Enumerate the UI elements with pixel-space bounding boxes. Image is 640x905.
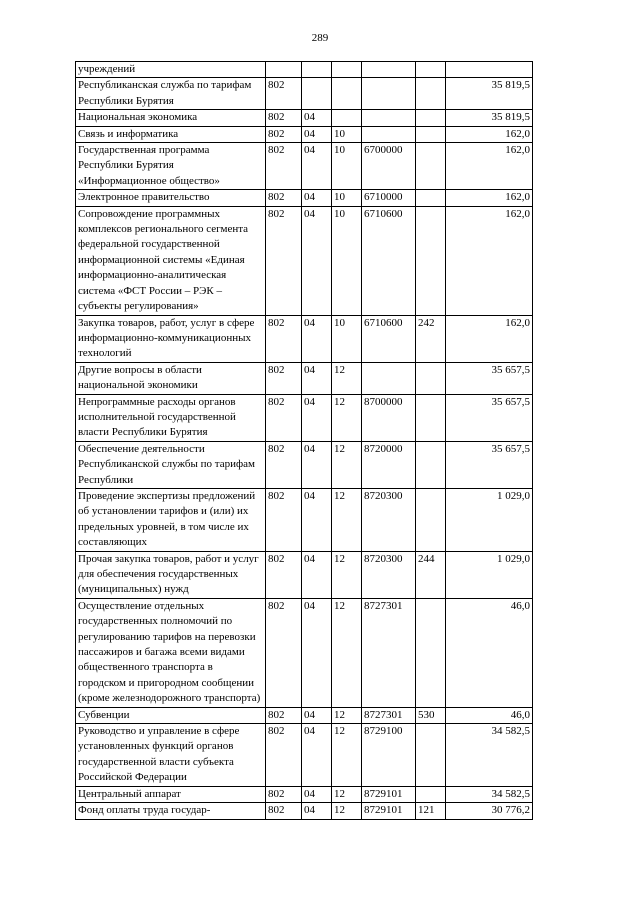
row-type: 242 <box>416 315 446 362</box>
table-row <box>76 598 533 707</box>
row-subsection <box>332 62 362 78</box>
row-section: 04 <box>302 803 332 819</box>
row-code: 802 <box>266 110 302 126</box>
row-section: 04 <box>302 143 332 190</box>
table-row <box>76 206 533 315</box>
row-type <box>416 206 446 315</box>
row-article: 8729101 <box>362 803 416 819</box>
table-row <box>76 126 533 142</box>
row-section: 04 <box>302 206 332 315</box>
row-section: 04 <box>302 786 332 802</box>
row-code: 802 <box>266 190 302 206</box>
row-code <box>266 62 302 78</box>
row-name: Прочая закупка товаров, работ и услуг для обеспечения государственных (муниципальных) нужд <box>76 551 266 598</box>
table-row <box>76 441 533 488</box>
row-name: Закупка товаров, работ, услуг в сфере информационно-коммуникационных технологий <box>76 315 266 362</box>
table-row <box>76 190 533 206</box>
row-type <box>416 78 446 110</box>
row-article <box>362 78 416 110</box>
table-row <box>76 362 533 394</box>
row-code: 802 <box>266 143 302 190</box>
row-subsection: 10 <box>332 315 362 362</box>
budget-table-body <box>76 62 533 820</box>
table-row <box>76 786 533 802</box>
row-section: 04 <box>302 598 332 707</box>
row-section: 04 <box>302 707 332 723</box>
row-code: 802 <box>266 803 302 819</box>
row-subsection: 12 <box>332 488 362 551</box>
table-row <box>76 315 533 362</box>
row-article: 6700000 <box>362 143 416 190</box>
row-subsection: 12 <box>332 598 362 707</box>
row-sum: 34 582,5 <box>446 786 533 802</box>
row-subsection: 12 <box>332 803 362 819</box>
table-row <box>76 724 533 787</box>
row-section: 04 <box>302 441 332 488</box>
row-article: 6710000 <box>362 190 416 206</box>
row-name: Фонд оплаты труда государ- <box>76 803 266 819</box>
row-section: 04 <box>302 190 332 206</box>
row-name: Проведение экспертизы предложений об установлении тарифов и (или) их предельных уровней, в том числе их составляющих <box>76 488 266 551</box>
row-subsection <box>332 110 362 126</box>
row-sum: 162,0 <box>446 190 533 206</box>
row-sum: 162,0 <box>446 315 533 362</box>
row-section: 04 <box>302 488 332 551</box>
row-subsection: 12 <box>332 707 362 723</box>
row-subsection: 12 <box>332 362 362 394</box>
row-type <box>416 362 446 394</box>
row-sum: 46,0 <box>446 598 533 707</box>
row-subsection: 10 <box>332 143 362 190</box>
row-section <box>302 78 332 110</box>
table-row <box>76 62 533 78</box>
table-row <box>76 110 533 126</box>
row-sum: 34 582,5 <box>446 724 533 787</box>
row-name: учреждений <box>76 62 266 78</box>
row-sum: 162,0 <box>446 143 533 190</box>
row-type <box>416 724 446 787</box>
row-article: 8720300 <box>362 488 416 551</box>
row-section: 04 <box>302 551 332 598</box>
row-subsection: 12 <box>332 394 362 441</box>
row-code: 802 <box>266 598 302 707</box>
row-code: 802 <box>266 551 302 598</box>
row-article: 8720000 <box>362 441 416 488</box>
row-sum: 30 776,2 <box>446 803 533 819</box>
row-name: Национальная экономика <box>76 110 266 126</box>
table-row <box>76 707 533 723</box>
row-name: Непрограммные расходы органов исполнительной государственной власти Республики Бурятия <box>76 394 266 441</box>
row-sum: 35 657,5 <box>446 362 533 394</box>
row-name: Электронное правительство <box>76 190 266 206</box>
row-type <box>416 143 446 190</box>
row-sum: 35 657,5 <box>446 441 533 488</box>
row-name: Государственная программа Республики Бурятия «Информационное общество» <box>76 143 266 190</box>
row-subsection: 10 <box>332 190 362 206</box>
row-section: 04 <box>302 315 332 362</box>
row-name: Центральный аппарат <box>76 786 266 802</box>
row-subsection: 10 <box>332 206 362 315</box>
row-section: 04 <box>302 394 332 441</box>
row-sum: 35 819,5 <box>446 110 533 126</box>
row-article: 8729100 <box>362 724 416 787</box>
row-subsection: 12 <box>332 786 362 802</box>
row-article: 8727301 <box>362 598 416 707</box>
row-sum: 35 819,5 <box>446 78 533 110</box>
row-type <box>416 126 446 142</box>
table-row <box>76 488 533 551</box>
table-row <box>76 143 533 190</box>
row-sum: 46,0 <box>446 707 533 723</box>
row-type <box>416 110 446 126</box>
table-row <box>76 394 533 441</box>
row-code: 802 <box>266 707 302 723</box>
row-subsection <box>332 78 362 110</box>
row-sum: 162,0 <box>446 126 533 142</box>
row-code: 802 <box>266 126 302 142</box>
row-code: 802 <box>266 206 302 315</box>
row-section: 04 <box>302 110 332 126</box>
row-sum: 1 029,0 <box>446 488 533 551</box>
row-sum: 35 657,5 <box>446 394 533 441</box>
row-subsection: 12 <box>332 551 362 598</box>
table-row <box>76 78 533 110</box>
row-name: Осуществление отдельных государственных полномочий по регулированию тарифов на перевозки пассажиров и багажа всеми видами общественного транспорта в городском и пригородном сообщении (кроме железнодорожного транспорта) <box>76 598 266 707</box>
row-type <box>416 394 446 441</box>
budget-table <box>75 61 533 820</box>
row-subsection: 12 <box>332 441 362 488</box>
row-subsection: 12 <box>332 724 362 787</box>
row-type <box>416 441 446 488</box>
row-name: Другие вопросы в области национальной экономики <box>76 362 266 394</box>
row-code: 802 <box>266 724 302 787</box>
table-row <box>76 803 533 819</box>
row-name: Связь и информатика <box>76 126 266 142</box>
row-name: Республиканская служба по тарифам Республики Бурятия <box>76 78 266 110</box>
row-name: Обеспечение деятельности Республиканской службы по тарифам Республики <box>76 441 266 488</box>
row-name: Руководство и управление в сфере установленных функций органов государственной власти субъекта Российской Федерации <box>76 724 266 787</box>
table-row <box>76 551 533 598</box>
page-number: 289 <box>311 32 329 44</box>
row-type <box>416 62 446 78</box>
row-type <box>416 598 446 707</box>
row-article: 6710600 <box>362 206 416 315</box>
row-subsection: 10 <box>332 126 362 142</box>
row-type <box>416 786 446 802</box>
row-code: 802 <box>266 441 302 488</box>
row-article: 6710600 <box>362 315 416 362</box>
row-code: 802 <box>266 394 302 441</box>
row-code: 802 <box>266 78 302 110</box>
row-article <box>362 110 416 126</box>
row-name: Субвенции <box>76 707 266 723</box>
row-name: Сопровождение программных комплексов регионального сегмента федеральной государственной информационной системы «Единая информационно-аналитическая система «ФСТ России – РЭК – субъекты регулирования» <box>76 206 266 315</box>
row-article: 8720300 <box>362 551 416 598</box>
row-section: 04 <box>302 724 332 787</box>
row-sum: 162,0 <box>446 206 533 315</box>
row-code: 802 <box>266 315 302 362</box>
row-type <box>416 190 446 206</box>
row-type: 530 <box>416 707 446 723</box>
row-section: 04 <box>302 126 332 142</box>
row-code: 802 <box>266 362 302 394</box>
row-type <box>416 488 446 551</box>
row-code: 802 <box>266 786 302 802</box>
row-article: 8727301 <box>362 707 416 723</box>
row-article: 8700000 <box>362 394 416 441</box>
row-section: 04 <box>302 362 332 394</box>
row-article: 8729101 <box>362 786 416 802</box>
row-section <box>302 62 332 78</box>
row-sum <box>446 62 533 78</box>
row-article <box>362 126 416 142</box>
row-article <box>362 62 416 78</box>
row-code: 802 <box>266 488 302 551</box>
row-type: 121 <box>416 803 446 819</box>
row-type: 244 <box>416 551 446 598</box>
row-sum: 1 029,0 <box>446 551 533 598</box>
row-article <box>362 362 416 394</box>
